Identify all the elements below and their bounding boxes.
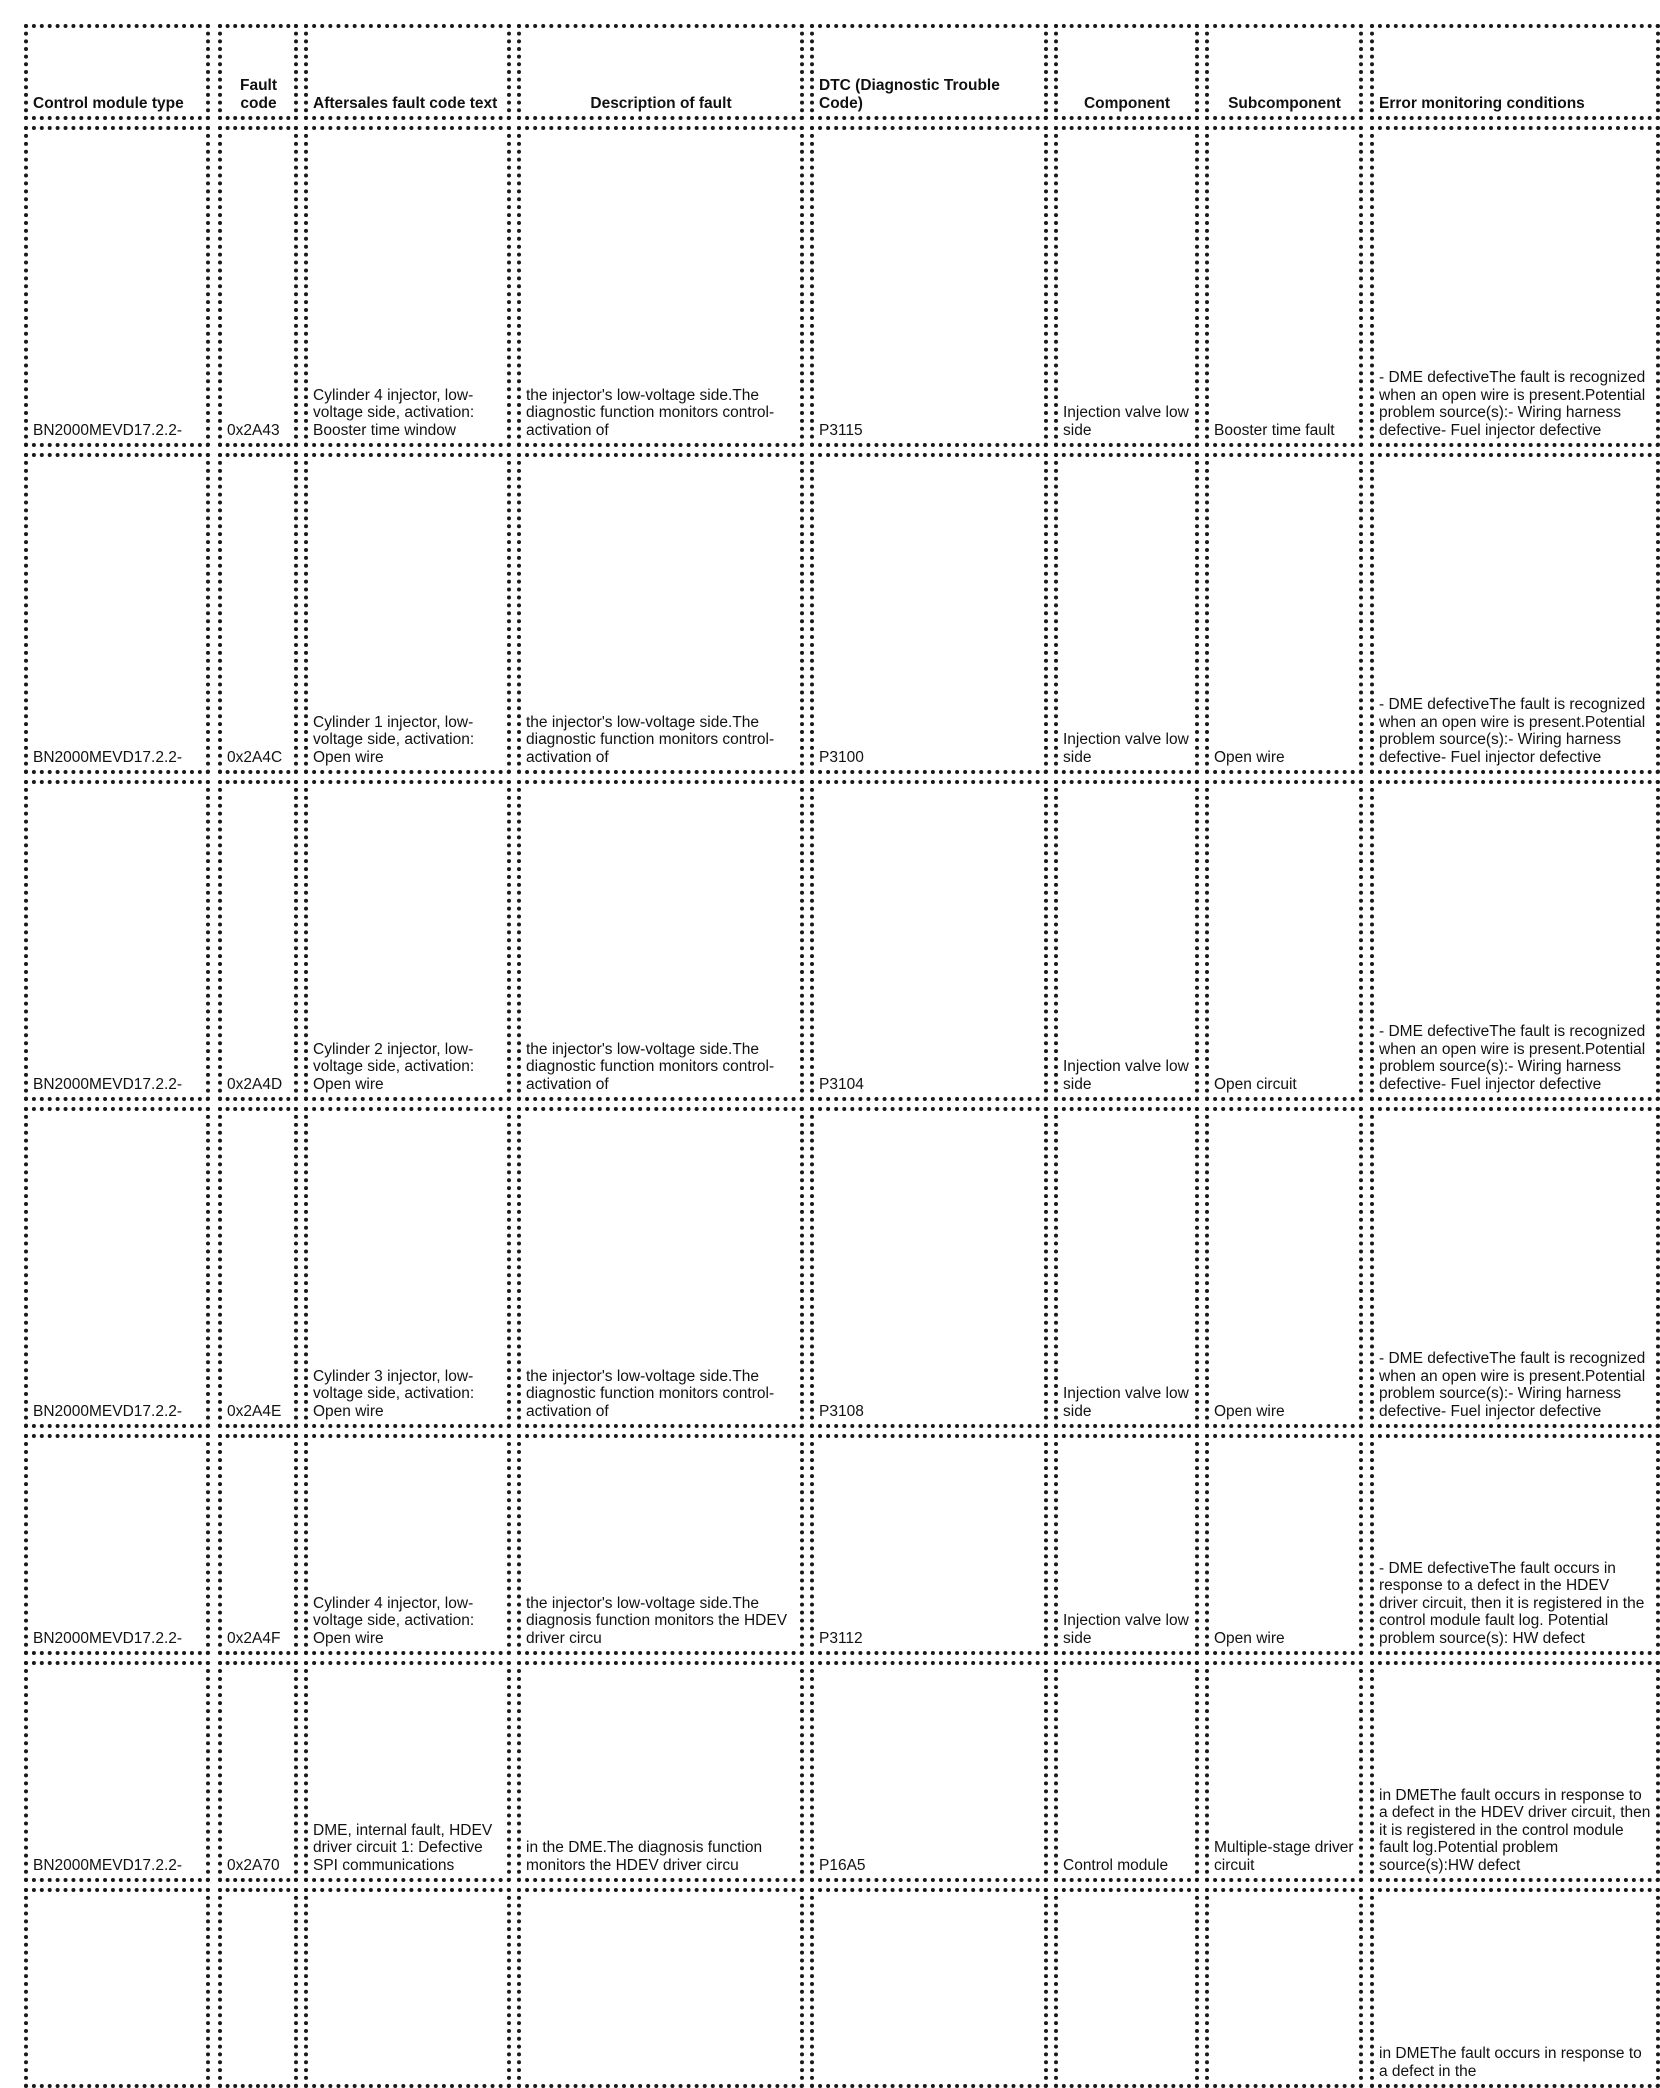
cell-dtc: P3108 (810, 1107, 1048, 1428)
cell-sub: Booster time fault (1205, 126, 1363, 447)
cell-component: Injection valve low side (1054, 780, 1199, 1101)
header-component: Component (1054, 24, 1199, 120)
cell-desc: the injector's low-voltage side.The diagnostic function monitors control-activation of (517, 780, 804, 1101)
header-desc: Description of fault (517, 24, 804, 120)
cell-code: 0x2A4C (218, 453, 298, 774)
cell-dtc: P16A5 (810, 1661, 1048, 1882)
cell-sub: Multiple-stage driver circuit (1205, 1661, 1363, 1882)
cell-cond: in DMEThe fault occurs in response to a defect in the HDEV driver circuit, then it is registered in the control module fault log.Potential problem source(s):HW defect (1370, 1661, 1660, 1882)
header-code: Fault code (218, 24, 298, 120)
cell-desc: the injector's low-voltage side.The diagnostic function monitors control-activation of (517, 453, 804, 774)
cell-dtc: P3112 (810, 1434, 1048, 1655)
cell-cond: in DMEThe fault occurs in response to a defect in the (1370, 1888, 1660, 2088)
header-cond: Error monitoring conditions (1370, 24, 1660, 120)
cell-desc: in the DME.The diagnosis function monitors the HDEV driver circu (517, 1661, 804, 1882)
cell-module (24, 1888, 210, 2088)
cell-sub: Open circuit (1205, 780, 1363, 1101)
cell-sub: Open wire (1205, 453, 1363, 774)
cell-text: Cylinder 4 injector, low-voltage side, activation: Open wire (304, 1434, 511, 1655)
cell-desc: the injector's low-voltage side.The diagnosis function monitors the HDEV driver circu (517, 1434, 804, 1655)
cell-component (1054, 1888, 1199, 2088)
cell-module: BN2000MEVD17.2.2- (24, 126, 210, 447)
cell-dtc: P3115 (810, 126, 1048, 447)
cell-sub: Open wire (1205, 1107, 1363, 1428)
cell-module: BN2000MEVD17.2.2- (24, 1661, 210, 1882)
cell-cond: - DME defectiveThe fault is recognized when an open wire is present.Potential problem source(s):- Wiring harness defective- Fuel injector defective (1370, 1107, 1660, 1428)
cell-component: Control module (1054, 1661, 1199, 1882)
cell-desc (517, 1888, 804, 2088)
cell-module: BN2000MEVD17.2.2- (24, 780, 210, 1101)
cell-desc: the injector's low-voltage side.The diagnostic function monitors control-activation of (517, 1107, 804, 1428)
header-text: Aftersales fault code text (304, 24, 511, 120)
cell-module: BN2000MEVD17.2.2- (24, 1107, 210, 1428)
header-dtc: DTC (Diagnostic Trouble Code) (810, 24, 1048, 120)
header-sub: Subcomponent (1205, 24, 1363, 120)
cell-cond: - DME defectiveThe fault is recognized when an open wire is present.Potential problem source(s):- Wiring harness defective- Fuel injector defective (1370, 126, 1660, 447)
cell-code (218, 1888, 298, 2088)
header-module: Control module type (24, 24, 210, 120)
cell-cond: - DME defectiveThe fault is recognized when an open wire is present.Potential problem source(s):- Wiring harness defective- Fuel injector defective (1370, 453, 1660, 774)
cell-dtc (810, 1888, 1048, 2088)
cell-desc: the injector's low-voltage side.The diagnostic function monitors control-activation of (517, 126, 804, 447)
cell-module: BN2000MEVD17.2.2- (24, 1434, 210, 1655)
cell-module: BN2000MEVD17.2.2- (24, 453, 210, 774)
cell-text: Cylinder 4 injector, low-voltage side, activation: Booster time window (304, 126, 511, 447)
cell-code: 0x2A4E (218, 1107, 298, 1428)
cell-sub (1205, 1888, 1363, 2088)
cell-dtc: P3100 (810, 453, 1048, 774)
cell-dtc: P3104 (810, 780, 1048, 1101)
cell-code: 0x2A4F (218, 1434, 298, 1655)
cell-component: Injection valve low side (1054, 126, 1199, 447)
cell-text: Cylinder 3 injector, low-voltage side, activation: Open wire (304, 1107, 511, 1428)
cell-sub: Open wire (1205, 1434, 1363, 1655)
cell-text: DME, internal fault, HDEV driver circuit 1: Defective SPI communications (304, 1661, 511, 1882)
cell-text: Cylinder 2 injector, low-voltage side, activation: Open wire (304, 780, 511, 1101)
cell-component: Injection valve low side (1054, 1107, 1199, 1428)
cell-cond: - DME defectiveThe fault is recognized when an open wire is present.Potential problem source(s):- Wiring harness defective- Fuel injector defective (1370, 780, 1660, 1101)
cell-text (304, 1888, 511, 2088)
cell-component: Injection valve low side (1054, 1434, 1199, 1655)
cell-code: 0x2A70 (218, 1661, 298, 1882)
cell-cond: - DME defectiveThe fault occurs in response to a defect in the HDEV driver circuit, then it is registered in the control module fault log. Potential problem source(s): HW defect (1370, 1434, 1660, 1655)
cell-text: Cylinder 1 injector, low-voltage side, activation: Open wire (304, 453, 511, 774)
cell-code: 0x2A4D (218, 780, 298, 1101)
cell-component: Injection valve low side (1054, 453, 1199, 774)
cell-code: 0x2A43 (218, 126, 298, 447)
